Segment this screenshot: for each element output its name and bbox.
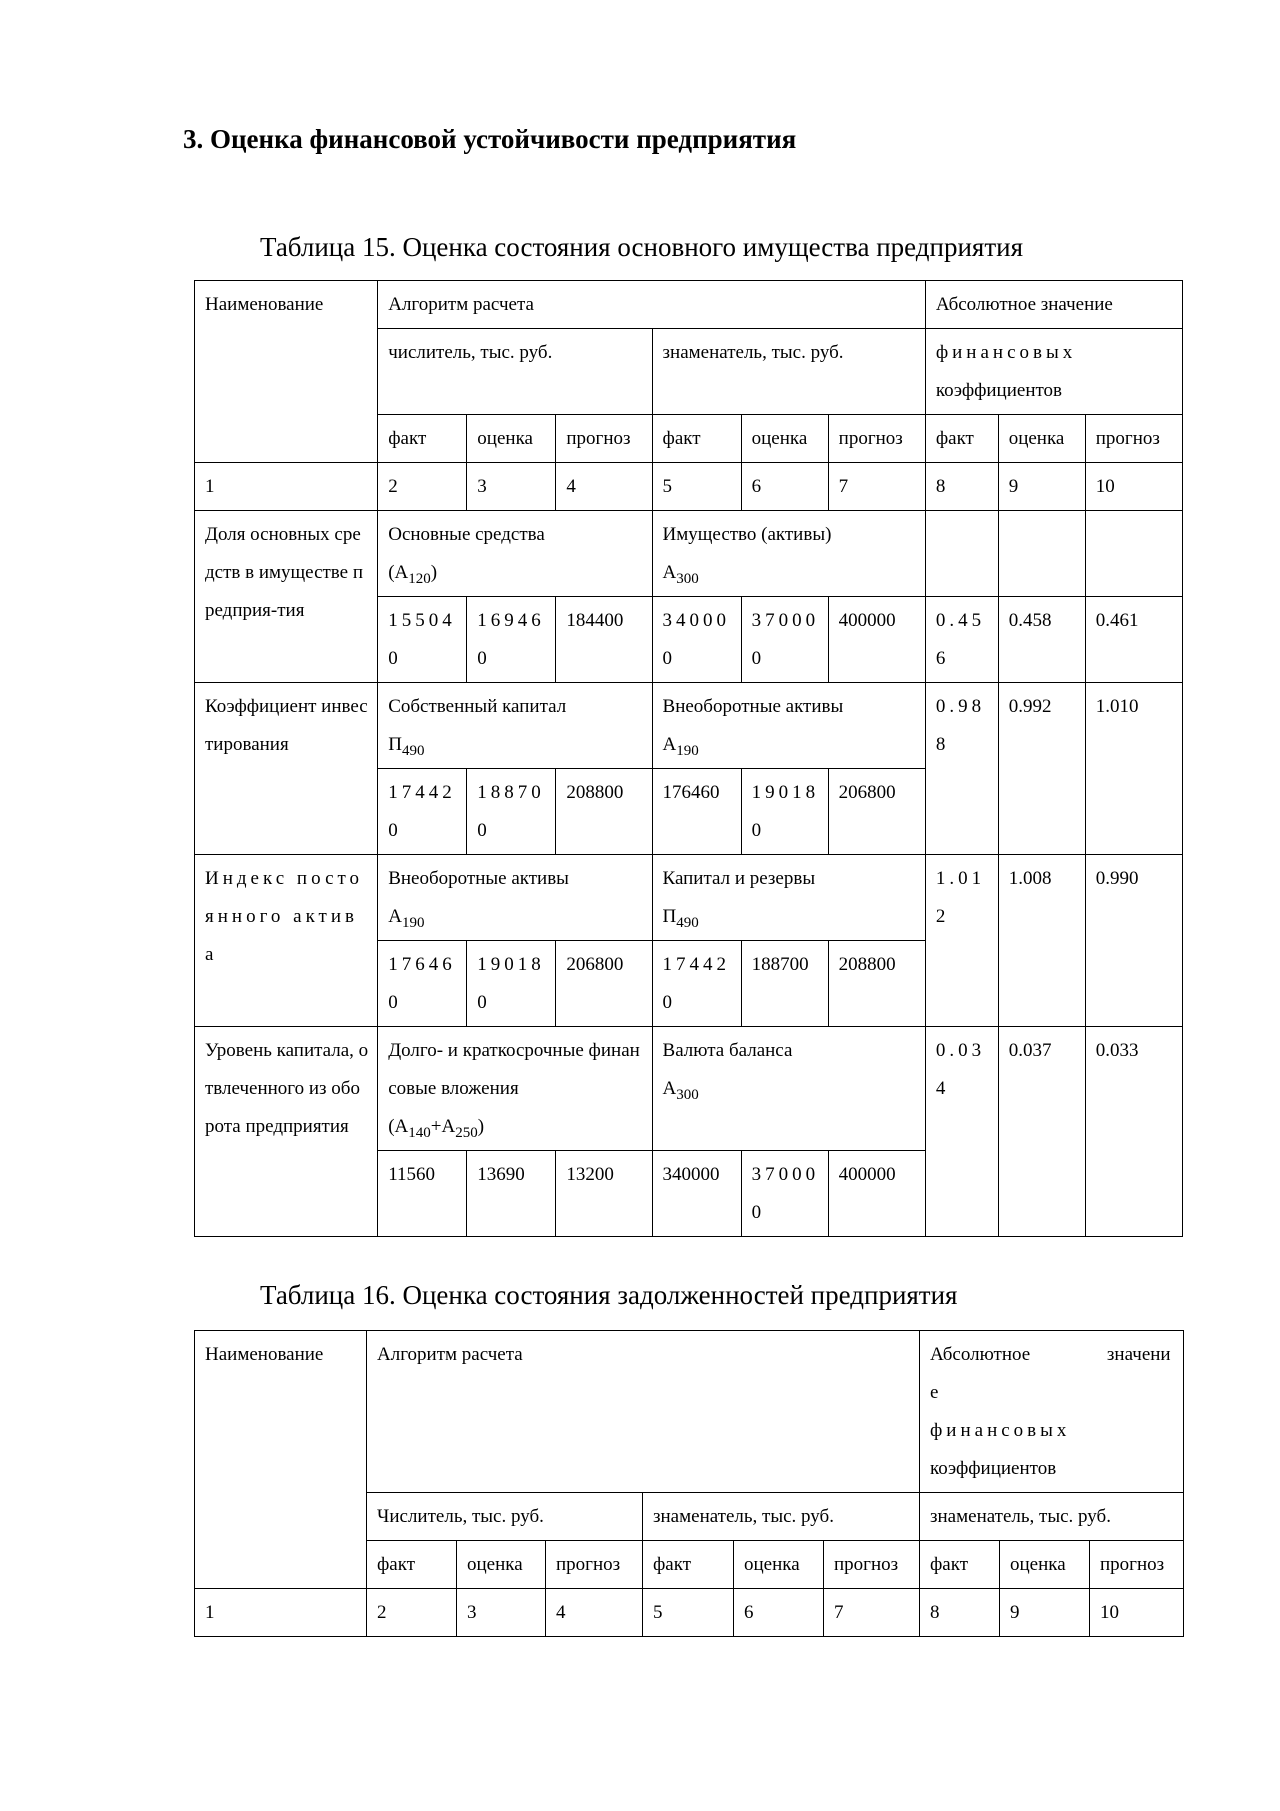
value-cell: 208800: [828, 941, 925, 1027]
header-numerator: числитель, тыс. руб.: [378, 329, 652, 415]
col-number: 2: [378, 463, 467, 511]
value-cell: 206800: [828, 769, 925, 855]
denominator-formula: [652, 511, 925, 597]
denominator-formula: [652, 855, 925, 941]
header-absolute-line3: коэффициентов: [930, 1458, 1057, 1479]
header-forecast: прогноз: [824, 1541, 920, 1589]
formula-code: А: [662, 1078, 677, 1099]
header-denominator-2: знаменатель, тыс. руб.: [920, 1493, 1184, 1541]
value-cell: 174420: [652, 941, 741, 1027]
formula-code: А: [388, 906, 402, 927]
numerator-formula: [378, 855, 652, 941]
table-row: [195, 855, 1183, 941]
header-forecast: прогноз: [828, 415, 925, 463]
value-cell: 400000: [828, 1151, 925, 1237]
header-estimate: оценка: [467, 415, 556, 463]
col-number: 2: [367, 1589, 457, 1637]
numerator-formula: [378, 683, 652, 769]
value-cell: 370000: [741, 1151, 828, 1237]
header-absolute-line2: финансовых: [935, 342, 1077, 363]
coef-cell: 0.461: [1085, 597, 1182, 683]
coef-cell: 0.458: [998, 597, 1085, 683]
header-estimate: оценка: [741, 415, 828, 463]
header-forecast: прогноз: [546, 1541, 643, 1589]
coef-cell: 0.990: [1085, 855, 1182, 1027]
formula-code: П: [662, 906, 677, 927]
table-row: [195, 683, 1183, 769]
formula-sub: 190: [676, 743, 699, 759]
header-name: Наименование: [195, 1331, 367, 1589]
col-number: 9: [998, 463, 1085, 511]
formula-suffix: ): [430, 562, 438, 583]
table-15: [194, 280, 1183, 1237]
header-estimate: оценка: [998, 415, 1085, 463]
value-cell: 155040: [378, 597, 467, 683]
coef-cell: 1.010: [1085, 683, 1182, 855]
header-forecast: прогноз: [1090, 1541, 1184, 1589]
denominator-label: Внеоборотные активы: [662, 696, 844, 717]
header-fact: факт: [925, 415, 998, 463]
value-cell: 176460: [378, 941, 467, 1027]
formula-code: +А: [430, 1116, 456, 1137]
numerator-label: Основные средства: [388, 524, 545, 545]
denominator-label: Имущество (активы): [662, 524, 832, 545]
coef-cell: 1.008: [998, 855, 1085, 1027]
coef-cell: 0.988: [925, 683, 998, 855]
value-cell: 188700: [467, 769, 556, 855]
col-number: 4: [556, 463, 652, 511]
header-absolute-line2: финансовых: [930, 1420, 1071, 1441]
formula-suffix: ): [477, 1116, 485, 1137]
header-fact: факт: [378, 415, 467, 463]
value-cell: 340000: [652, 1151, 741, 1237]
value-cell: 190180: [467, 941, 556, 1027]
formula-sub: 140: [408, 1125, 431, 1141]
table-row: [195, 511, 1183, 597]
value-cell: 13690: [467, 1151, 556, 1237]
formula-sub: 300: [676, 571, 699, 587]
value-cell: 370000: [741, 597, 828, 683]
formula-sub: 490: [401, 743, 425, 759]
header-fact: факт: [652, 415, 741, 463]
value-cell: 188700: [741, 941, 828, 1027]
value-cell: 13200: [556, 1151, 652, 1237]
col-number: 9: [1000, 1589, 1090, 1637]
header-absolute-line1: Абсолютное значение: [925, 281, 1182, 329]
header-numerator: Числитель, тыс. руб.: [367, 1493, 643, 1541]
numerator-label: Собственный капитал: [388, 696, 567, 717]
formula-sub: 490: [676, 915, 699, 931]
value-cell: 340000: [652, 597, 741, 683]
col-number: 6: [741, 463, 828, 511]
value-cell: 184400: [556, 597, 652, 683]
header-fact: факт: [643, 1541, 734, 1589]
col-number: 5: [643, 1589, 734, 1637]
header-estimate: оценка: [457, 1541, 546, 1589]
header-denominator: знаменатель, тыс. руб.: [652, 329, 925, 415]
coef-cell: 1.012: [925, 855, 998, 1027]
header-forecast: прогноз: [1085, 415, 1182, 463]
header-algorithm: Алгоритм расчета: [367, 1331, 920, 1493]
header-absolute: [920, 1331, 1184, 1493]
col-number: 1: [195, 1589, 367, 1637]
denominator-label: Капитал и резервы: [662, 868, 816, 889]
header-absolute-line1: Абсолютное значение: [930, 1344, 1171, 1403]
header-absolute-cont: [925, 329, 1182, 415]
header-forecast: прогноз: [556, 415, 652, 463]
row-name: Доля основных средств в имуществе предприя-тия: [195, 511, 378, 683]
row-name: Коэффициент инвестирования: [195, 683, 378, 855]
value-cell: 206800: [556, 941, 652, 1027]
header-fact: факт: [920, 1541, 1000, 1589]
header-absolute-line3: коэффициентов: [935, 380, 1063, 401]
header-denominator: знаменатель, тыс. руб.: [643, 1493, 920, 1541]
coef-empty: [925, 511, 998, 597]
denominator-label: Валюта баланса: [662, 1040, 793, 1061]
coef-cell: 0.992: [998, 683, 1085, 855]
formula-code: П: [388, 734, 402, 755]
col-number: 3: [457, 1589, 546, 1637]
value-cell: 176460: [652, 769, 741, 855]
col-number: 4: [546, 1589, 643, 1637]
numerator-formula: [378, 511, 652, 597]
table-15-caption: Таблица 15. Оценка состояния основного имущества предприятия: [260, 232, 1024, 262]
formula-sub: 120: [408, 571, 431, 587]
value-cell: 400000: [828, 597, 925, 683]
denominator-formula: [652, 683, 925, 769]
col-number: 7: [824, 1589, 920, 1637]
coef-empty: [998, 511, 1085, 597]
table-16-caption: Таблица 16. Оценка состояния задолженностей предприятия: [260, 1280, 958, 1310]
col-number: 8: [920, 1589, 1000, 1637]
header-estimate: оценка: [1000, 1541, 1090, 1589]
table-16: [194, 1330, 1184, 1637]
numerator-label: Долго- и краткосрочные финансовые вложения: [388, 1040, 640, 1099]
coef-empty: [1085, 511, 1182, 597]
formula-sub: 300: [676, 1087, 699, 1103]
col-number: 8: [925, 463, 998, 511]
numerator-label: Внеоборотные активы: [388, 868, 569, 889]
header-name: Наименование: [195, 281, 378, 463]
row-name: Уровень капитала, отвлеченного из оборота предприятия: [195, 1027, 378, 1237]
formula-sub: 250: [455, 1125, 478, 1141]
value-cell: 169460: [467, 597, 556, 683]
formula-code: (А: [388, 562, 409, 583]
header-estimate: оценка: [734, 1541, 824, 1589]
col-number: 5: [652, 463, 741, 511]
header-fact: факт: [367, 1541, 457, 1589]
formula-code: А: [662, 734, 677, 755]
value-cell: 190180: [741, 769, 828, 855]
coef-cell: 0.033: [1085, 1027, 1182, 1237]
row-name: Индекс постоянного актива: [195, 855, 378, 1027]
col-number: 10: [1085, 463, 1182, 511]
table-row: [195, 1027, 1183, 1151]
formula-sub: 190: [401, 915, 425, 931]
denominator-formula: [652, 1027, 925, 1151]
coef-cell: 0.034: [925, 1027, 998, 1237]
formula-code: (А: [388, 1116, 409, 1137]
col-number: 6: [734, 1589, 824, 1637]
col-number: 7: [828, 463, 925, 511]
header-algorithm: Алгоритм расчета: [378, 281, 926, 329]
section-title: 3. Оценка финансовой устойчивости предприятия: [183, 124, 797, 154]
value-cell: 208800: [556, 769, 652, 855]
col-number: 3: [467, 463, 556, 511]
col-number: 1: [195, 463, 378, 511]
numerator-formula: [378, 1027, 652, 1151]
value-cell: 11560: [378, 1151, 467, 1237]
coef-cell: 0.037: [998, 1027, 1085, 1237]
coef-cell: 0.456: [925, 597, 998, 683]
formula-code: А: [662, 562, 677, 583]
col-number: 10: [1090, 1589, 1184, 1637]
value-cell: 174420: [378, 769, 467, 855]
